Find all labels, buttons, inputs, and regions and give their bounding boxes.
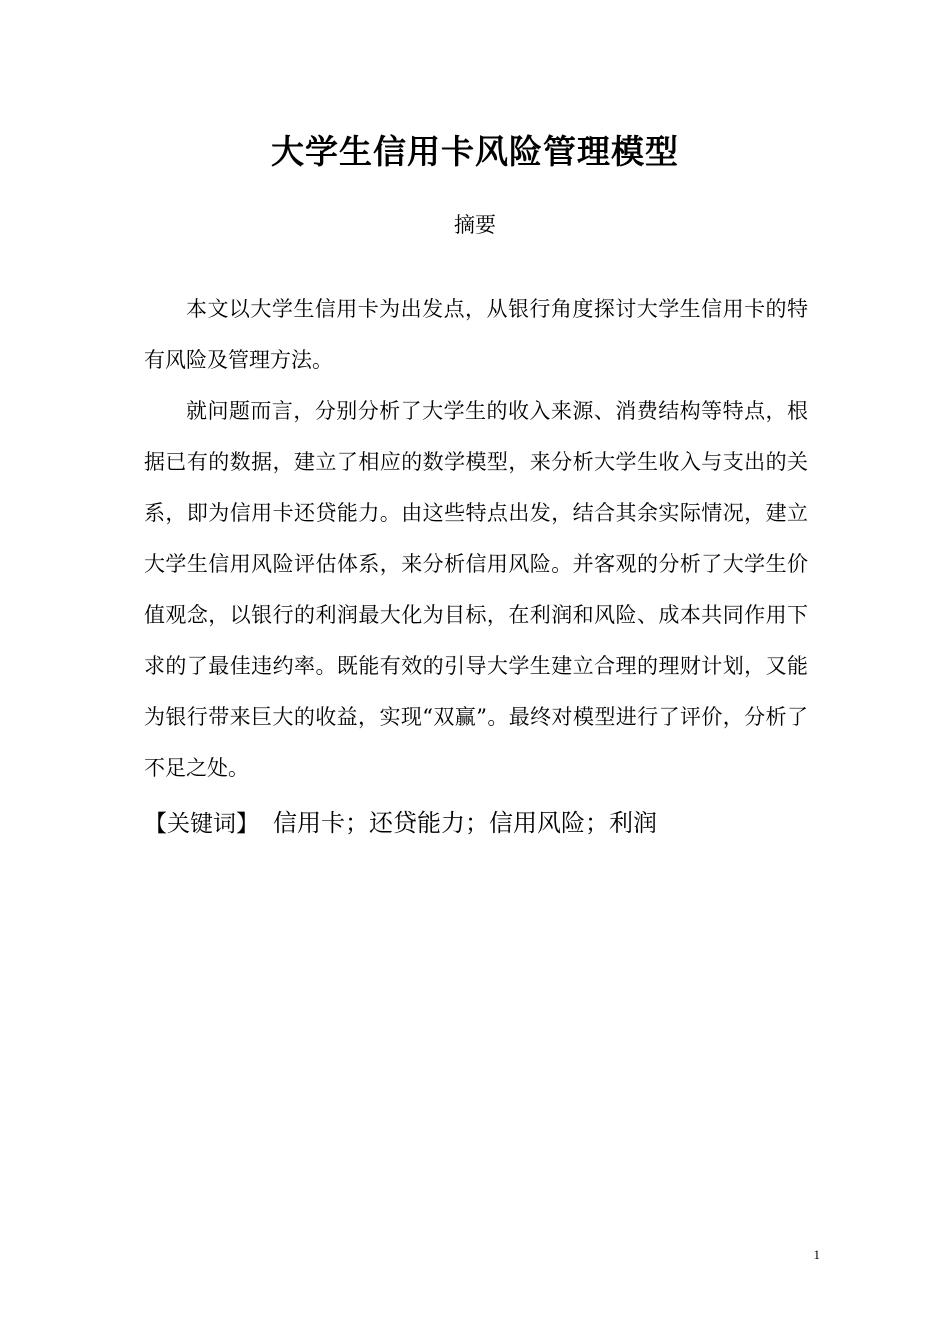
abstract-paragraph-2: 就问题而言，分别分析了大学生的收入来源、消费结构等特点，根据已有的数据，建立了相应的数学模型，来分析大学生收入与支出的关系，即为信用卡还贷能力。由这些特点出发，结合其余实际情况，建立大学生信用风险评估体系，来分析信用风险。并客观的分析了大学生价值观念，以银行的利润最大化为目标，在利润和风险、成本共同作用下求的了最佳违约率。既能有效的引导大学生建立合理的理财计划，又能为银行带来巨大的收益，实现“双赢”。最终对模型进行了评价，分析了不足之处。 xyxy=(144,399,808,780)
abstract-paragraph-1: 本文以大学生信用卡为出发点，从银行角度探讨大学生信用卡的特有风险及管理方法。 xyxy=(144,297,808,372)
abstract-heading: 摘要 xyxy=(454,213,496,237)
document-title: 大学生信用卡风险管理模型 xyxy=(271,132,679,171)
abstract-body xyxy=(144,284,808,794)
keywords-values: 信用卡；还贷能力；信用风险；利润 xyxy=(273,809,657,837)
keywords-label: 【关键词】 xyxy=(144,811,259,837)
keywords-line xyxy=(144,803,844,844)
page-number: 1 xyxy=(813,1247,820,1262)
